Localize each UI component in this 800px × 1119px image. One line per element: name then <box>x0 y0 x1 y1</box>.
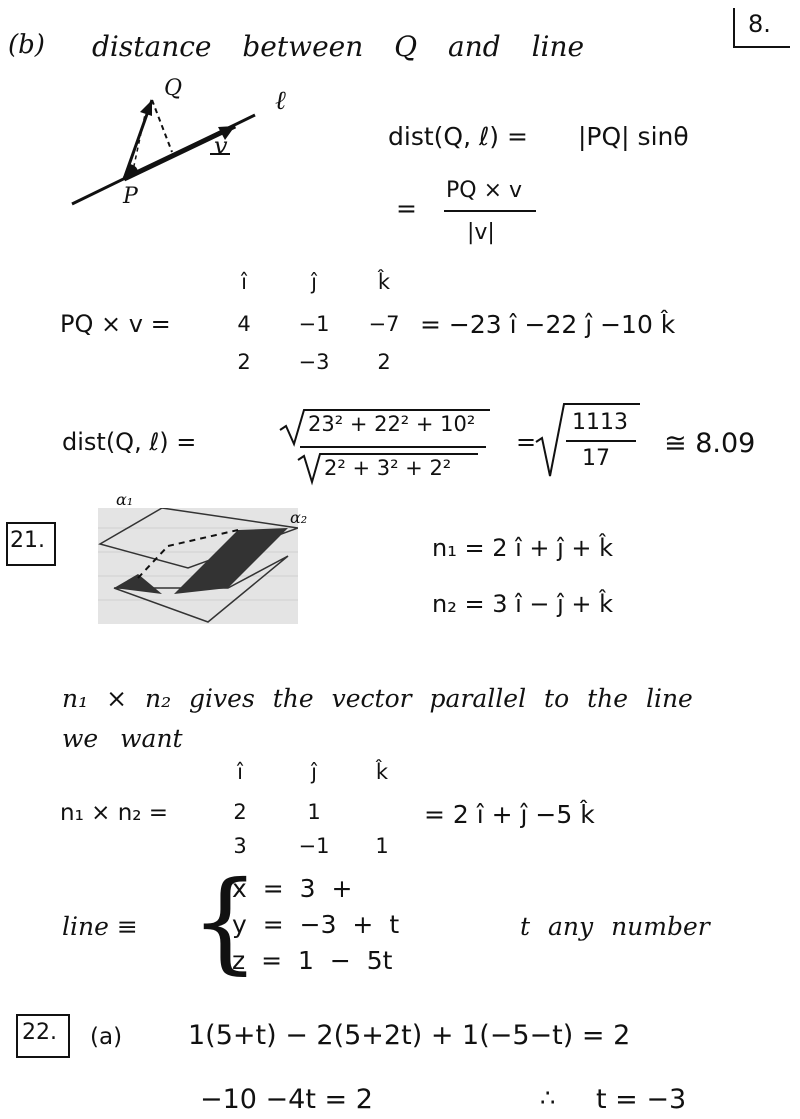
matrix-cell: 2 <box>237 350 251 374</box>
eq-y: y = −3 + t <box>232 910 400 939</box>
fig-label-l: ℓ <box>275 86 286 116</box>
t-value: t = −3 <box>596 1084 687 1115</box>
matrix-cell: −7 <box>368 312 400 336</box>
system-brace: { <box>190 857 260 985</box>
unit-k: k̂ <box>377 270 391 294</box>
matrix-cell: −3 <box>298 350 330 374</box>
unit-j: ĵ <box>311 760 317 784</box>
dist-denominator: 2² + 3² + 2² <box>324 456 452 480</box>
unit-j: ĵ <box>311 270 317 294</box>
matrix-cell: 2 <box>233 800 247 824</box>
dist-denominator-2: 17 <box>582 446 610 471</box>
dist-formula-rhs: |PQ| sinθ <box>578 122 689 151</box>
matrix-cell: −1 <box>298 312 330 336</box>
cross-product-lhs: PQ × v = <box>60 310 171 338</box>
unit-i: î <box>241 270 247 294</box>
unit-i: î <box>237 760 243 784</box>
matrix-cell: 3 <box>233 834 247 858</box>
alpha1-label: α₁ <box>116 490 134 509</box>
matrix-cell: 4 <box>237 312 251 336</box>
dist-equals: = <box>516 428 537 456</box>
explanation-line-1: n₁ × n₂ gives the vector parallel to the line <box>62 684 693 713</box>
equation-1: 1(5+t) − 2(5+2t) + 1(−5−t) = 2 <box>188 1020 631 1051</box>
matrix-cell: −1 <box>298 834 330 858</box>
explanation-line-2: we want <box>62 724 183 753</box>
problem-22-label: 22. <box>22 1020 57 1045</box>
dist-numerator-2: 1113 <box>572 410 628 435</box>
fraction-numerator: PQ × v <box>446 178 523 203</box>
normal-n2: n₂ = 3 î − ĵ + k̂ <box>432 590 614 618</box>
fig-label-v: v <box>214 132 228 160</box>
matrix-cell: 1 <box>307 800 321 824</box>
dist-fraction-bar <box>300 446 486 448</box>
fig-label-q: Q <box>164 76 183 101</box>
equals-sign: = <box>396 194 417 223</box>
dist-approx: ≅ 8.09 <box>664 428 756 459</box>
line-lhs: line ≡ <box>62 912 138 941</box>
matrix-cell: 2 <box>377 350 391 374</box>
fraction-bar <box>444 210 536 212</box>
eq-x: x = 3 + <box>232 874 353 903</box>
problem-21-label: 21. <box>10 528 45 553</box>
eq-z: z = 1 − 5t <box>232 946 393 975</box>
normal-n1: n₁ = 2 î + ĵ + k̂ <box>432 534 614 562</box>
dist-lhs: dist(Q, ℓ) = <box>62 428 197 456</box>
equation-2: −10 −4t = 2 <box>200 1084 373 1115</box>
part-b-label: (b) <box>8 30 45 60</box>
dist-fraction-bar-2 <box>566 440 636 442</box>
part-b-heading: distance between Q and line <box>92 30 585 63</box>
planes-figure <box>98 508 298 624</box>
cross-n1n2-lhs: n₁ × n₂ = <box>60 800 169 826</box>
dist-numerator: 23² + 22² + 10² <box>308 412 476 436</box>
page-number: 8. <box>748 10 771 38</box>
part-a-label: (a) <box>90 1024 123 1050</box>
cross-n1n2-result: = 2 î + ĵ −5 k̂ <box>424 800 595 829</box>
matrix-cell: 1 <box>375 834 389 858</box>
alpha2-label: α₂ <box>290 508 308 527</box>
fraction-denominator: |v| <box>467 220 495 245</box>
cross-product-result: = −23 î −22 ĵ −10 k̂ <box>420 310 676 339</box>
fig-label-p: P <box>123 184 138 209</box>
t-any-number: t any number <box>520 912 710 941</box>
unit-k: k̂ <box>375 760 389 784</box>
therefore-sign: ∴ <box>540 1084 556 1112</box>
dist-formula-lhs: dist(Q, ℓ) = <box>388 122 528 151</box>
